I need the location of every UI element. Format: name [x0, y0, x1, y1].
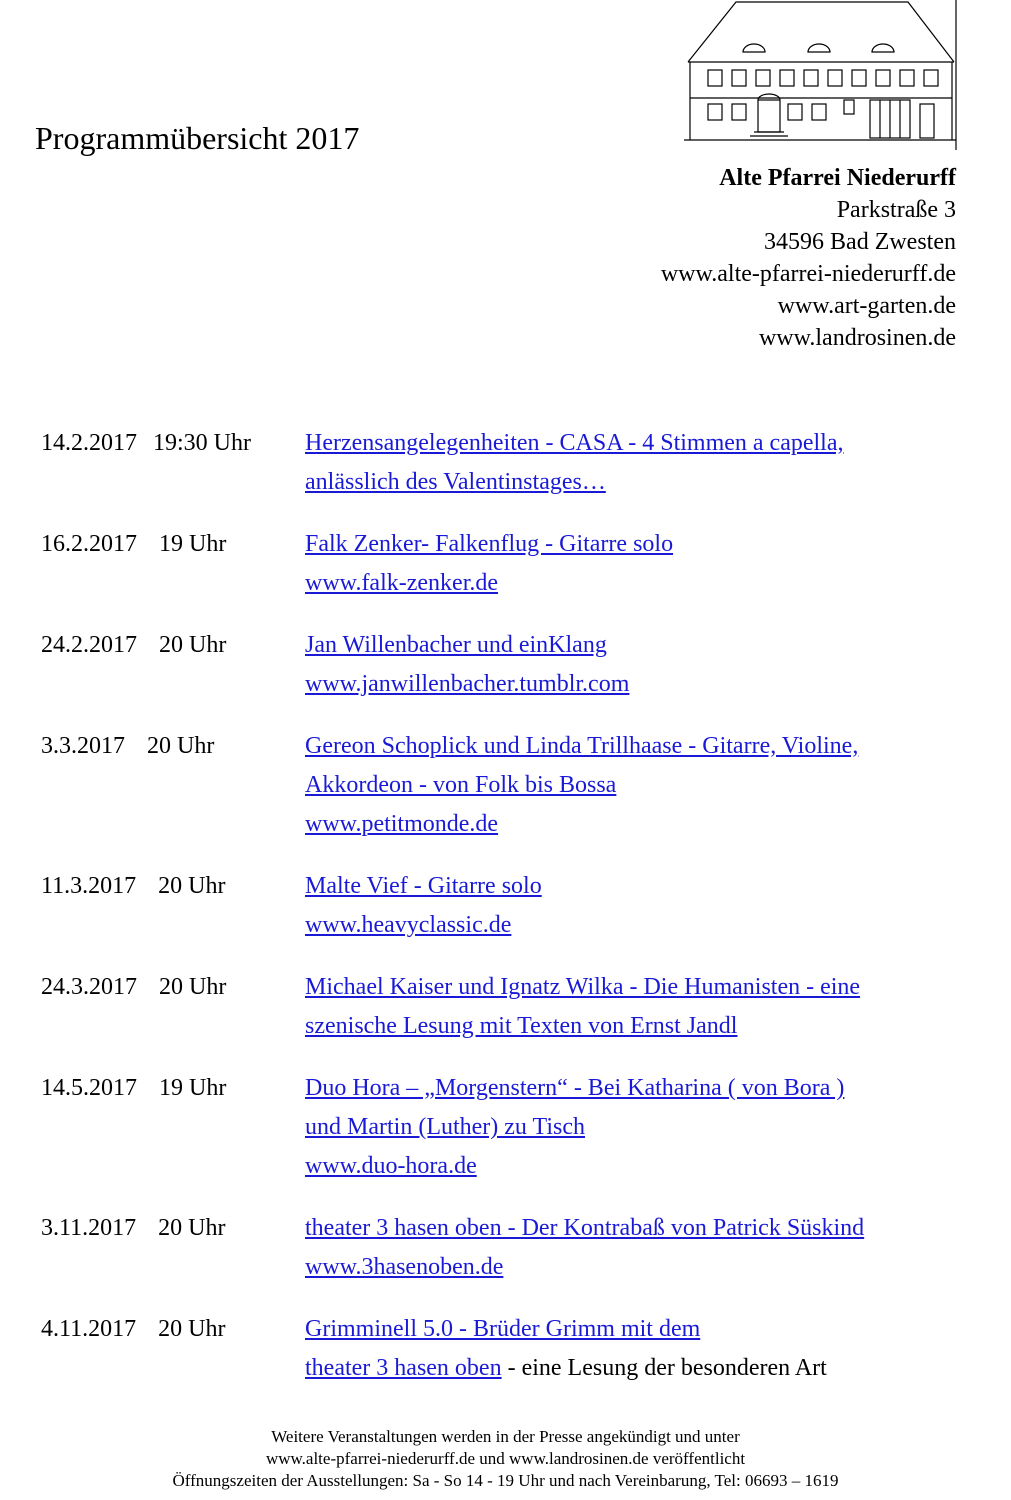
event-link[interactable]: Falk Zenker- Falkenflug - Gitarre solo [305, 531, 674, 557]
event-date: 4.11.2017 [41, 1316, 137, 1342]
event-datetime [41, 1310, 225, 1349]
event-link[interactable]: Herzensangelegenheiten - CASA - 4 Stimmen a capella, [305, 430, 844, 456]
footer-line-2: www.alte-pfarrei-niederurff.de und www.landrosinen.de veröffentlicht [265, 1449, 746, 1468]
event-time: 20 Uhr [147, 733, 215, 759]
event-time: 19 Uhr [159, 531, 227, 557]
event-date: 3.3.2017 [41, 733, 125, 759]
event-link[interactable]: Duo Hora – „Morgenstern“ - Bei Katharina ( von Bora ) [305, 1075, 845, 1101]
footer-opening-hours: Öffnungszeiten der Ausstellungen: Sa - So 14 - 19 Uhr und nach Vereinbarung, Tel: 06693 – 1619 [172, 1471, 839, 1490]
address-street: Parkstraße 3 [836, 197, 956, 223]
event-line [305, 626, 971, 665]
event-line [305, 1147, 971, 1186]
event-line [305, 968, 971, 1007]
event-description [305, 968, 971, 1046]
event-date: 24.2.2017 [41, 632, 137, 658]
event-datetime [41, 626, 226, 665]
event-date: 11.3.2017 [41, 873, 137, 899]
event-link[interactable]: Akkordeon - von Folk bis Bossa [305, 772, 617, 798]
event-datetime [41, 968, 226, 1007]
event-line [305, 1108, 971, 1147]
event-line [305, 564, 971, 603]
event-time: 20 Uhr [158, 873, 226, 899]
event-time: 20 Uhr [159, 632, 227, 658]
event-row [41, 1310, 971, 1388]
footer-line-1: Weitere Veranstaltungen werden in der Presse angekündigt und unter [271, 1427, 740, 1446]
event-date: 16.2.2017 [41, 531, 137, 557]
event-row [41, 727, 971, 844]
event-row [41, 525, 971, 603]
event-line [305, 1310, 971, 1349]
event-time: 19:30 Uhr [153, 430, 251, 456]
event-line [305, 727, 971, 766]
event-row [41, 626, 971, 704]
event-line [305, 1069, 971, 1108]
event-row [41, 424, 971, 502]
event-row [41, 1209, 971, 1287]
event-program-list [41, 424, 971, 1388]
event-link[interactable]: www.3hasenoben.de [305, 1254, 504, 1280]
website-alte-pfarrei: www.alte-pfarrei-niederurff.de [660, 261, 956, 287]
event-datetime [41, 1209, 225, 1248]
parsonage-building-icon [684, 0, 958, 152]
footer [0, 1426, 1011, 1492]
event-link[interactable]: Michael Kaiser und Ignatz Wilka - Die Humanisten - eine [305, 974, 861, 1000]
event-date: 3.11.2017 [41, 1215, 137, 1241]
event-description [305, 1310, 971, 1388]
event-line [305, 1248, 971, 1287]
event-link[interactable]: Gereon Schoplick und Linda Trillhaase - Gitarre, Violine, [305, 733, 859, 759]
event-link[interactable]: www.petitmonde.de [305, 811, 499, 837]
event-description [305, 424, 971, 502]
event-link[interactable]: theater 3 hasen oben [305, 1355, 502, 1381]
event-link[interactable]: Malte Vief - Gitarre solo [305, 873, 542, 899]
event-date: 14.2.2017 [41, 430, 137, 456]
event-datetime [41, 424, 251, 463]
event-line [305, 766, 971, 805]
address-block [661, 162, 956, 354]
event-link[interactable]: www.falk-zenker.de [305, 570, 499, 596]
event-link[interactable]: Jan Willenbacher und einKlang [305, 632, 607, 658]
event-line [305, 1007, 971, 1046]
event-description [305, 626, 971, 704]
event-row [41, 968, 971, 1046]
event-line [305, 463, 971, 502]
event-line [305, 1349, 971, 1388]
event-link[interactable]: szenische Lesung mit Texten von Ernst Jandl [305, 1013, 738, 1039]
address-city: 34596 Bad Zwesten [764, 229, 956, 255]
event-description [305, 525, 971, 603]
event-description [305, 1209, 971, 1287]
event-time: 20 Uhr [159, 974, 227, 1000]
event-datetime [41, 867, 225, 906]
event-time: 20 Uhr [158, 1215, 226, 1241]
event-date: 24.3.2017 [41, 974, 137, 1000]
event-time: 19 Uhr [159, 1075, 227, 1101]
event-date: 14.5.2017 [41, 1075, 137, 1101]
event-line [305, 665, 971, 704]
event-link[interactable]: www.duo-hora.de [305, 1153, 477, 1179]
page-title: Programmübersicht 2017 [35, 120, 360, 156]
event-line [305, 424, 971, 463]
event-datetime [41, 727, 214, 766]
event-link[interactable]: www.heavyclassic.de [305, 912, 512, 938]
event-line [305, 1209, 971, 1248]
event-description [305, 867, 971, 945]
event-link[interactable]: und Martin (Luther) zu Tisch [305, 1114, 585, 1140]
event-line [305, 805, 971, 844]
event-description [305, 1069, 971, 1186]
website-landrosinen: www.landrosinen.de [758, 325, 956, 351]
event-link[interactable]: theater 3 hasen oben - Der Kontrabaß von Patrick Süskind [305, 1215, 865, 1241]
event-description [305, 727, 971, 844]
event-line [305, 525, 971, 564]
event-time: 20 Uhr [158, 1316, 226, 1342]
website-art-garten: www.art-garten.de [777, 293, 956, 319]
event-link[interactable]: www.janwillenbacher.tumblr.com [305, 671, 630, 697]
organization-name: Alte Pfarrei Niederurff [719, 165, 956, 191]
event-text: - eine Lesung der besonderen Art [501, 1355, 827, 1381]
event-datetime [41, 1069, 226, 1108]
event-line [305, 906, 971, 945]
event-line [305, 867, 971, 906]
event-link[interactable]: Grimminell 5.0 - Brüder Grimm mit dem [305, 1316, 701, 1342]
event-row [41, 1069, 971, 1186]
event-datetime [41, 525, 226, 564]
event-row [41, 867, 971, 945]
event-link[interactable]: anlässlich des Valentinstages… [305, 469, 606, 495]
